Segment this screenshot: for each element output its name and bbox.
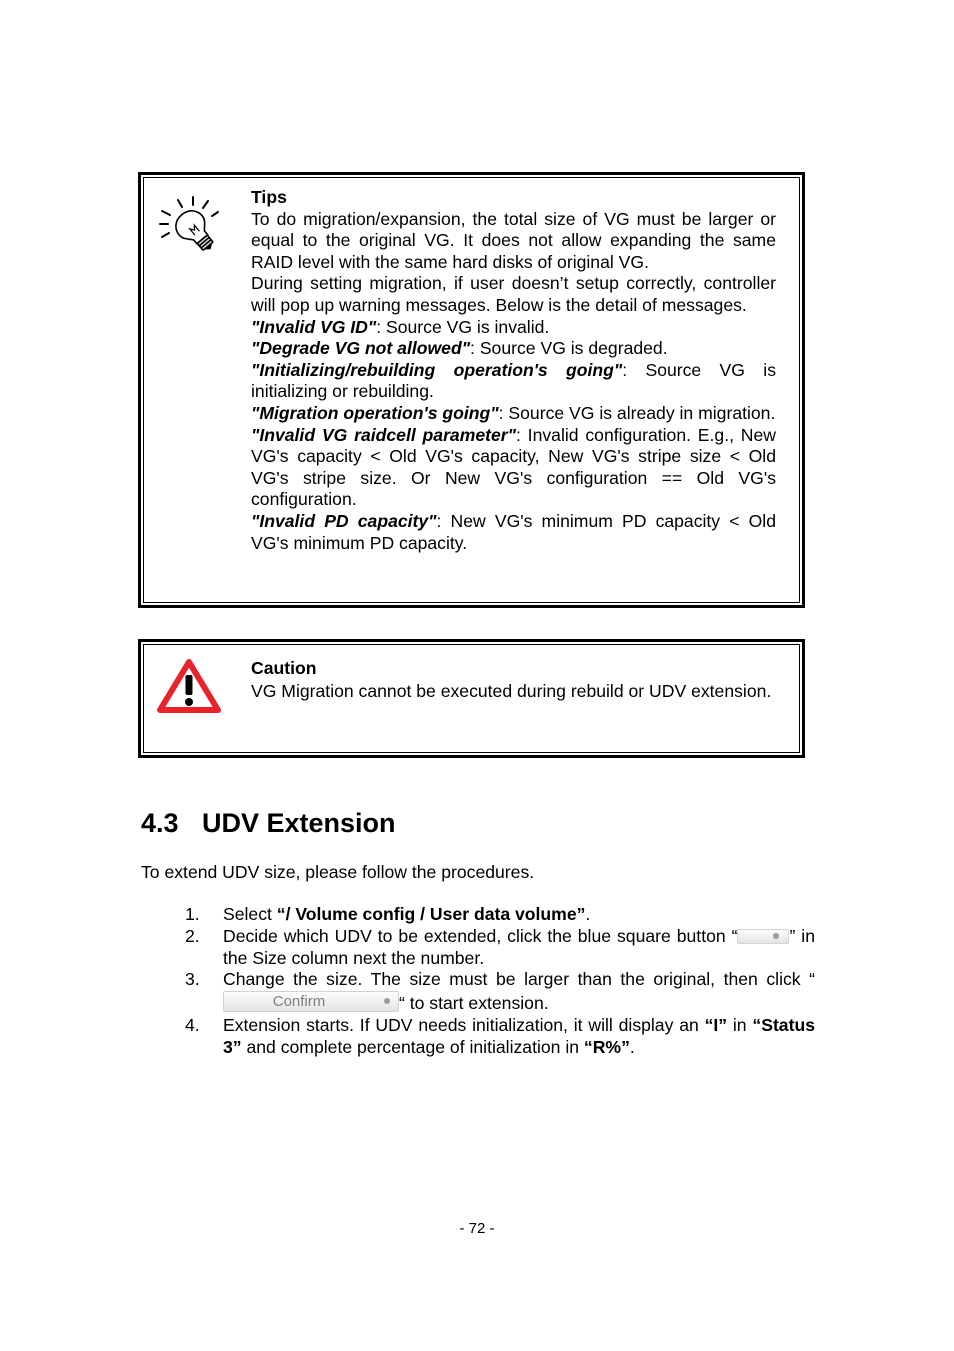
message-desc: : Source VG is invalid. [376, 316, 550, 337]
message-name: "Initializing/rebuilding operation's going" [251, 359, 623, 380]
message-name: "Migration operation's going" [251, 402, 499, 423]
step-text: Extension starts. If UDV needs initialization, it will display an [223, 1014, 705, 1035]
step-text: in [727, 1014, 753, 1035]
section-intro: To extend UDV size, please follow the procedures. [141, 862, 535, 882]
button-dot-icon [773, 933, 779, 939]
status-column: “Status 3” [223, 1014, 815, 1057]
step-item [185, 969, 815, 1015]
caution-title: Caution [251, 658, 317, 678]
steps-list [185, 904, 815, 1059]
tips-title: Tips [251, 187, 287, 207]
tips-message [251, 338, 776, 360]
step-item [185, 1015, 815, 1059]
caution-box-inner [143, 644, 800, 753]
step-number: 4. [185, 1014, 200, 1035]
warning-triangle-icon [156, 658, 222, 714]
section-heading [141, 804, 396, 842]
tips-box [138, 172, 805, 608]
tips-message [251, 511, 776, 554]
step-text: Decide which UDV to be extended, click the blue square button “ [223, 925, 738, 946]
step-item [185, 926, 815, 970]
message-name: "Degrade VG not allowed" [251, 338, 471, 359]
step-text: . [585, 904, 591, 924]
step-item [185, 904, 815, 926]
step-text: “ to start extension. [399, 993, 549, 1014]
status-indicator: “I” [704, 1014, 728, 1035]
tips-content [251, 187, 776, 554]
step-number: 1. [185, 904, 200, 924]
section-title: UDV Extension [202, 808, 396, 838]
tips-intro-2: During setting migration, if user doesn’t setup correctly, controller will pop up warning messages. Below is the detail of messages. [251, 273, 776, 315]
message-name: "Invalid VG ID" [251, 316, 377, 337]
caution-content [251, 657, 776, 702]
caution-text: VG Migration cannot be executed during rebuild or UDV extension. [251, 680, 772, 701]
confirm-button[interactable] [223, 991, 399, 1012]
menu-path: “/ Volume config / User data volume” [276, 904, 586, 924]
step-text: Change the size. The size must be larger than the original, then click “ [223, 969, 815, 990]
section-number: 4.3 [141, 808, 179, 838]
caution-box [138, 639, 805, 758]
message-desc: : Source VG is initializing or rebuilding. [251, 359, 776, 402]
tips-message [251, 425, 776, 511]
message-desc: : Source VG is already in migration. [498, 402, 776, 423]
step-text: ” in the Size column next the number. [223, 925, 815, 968]
tips-message [251, 403, 776, 425]
step-number: 2. [185, 925, 200, 946]
lightbulb-icon [156, 191, 222, 257]
percentage-indicator: “R%” [583, 1036, 630, 1057]
tips-box-inner [143, 177, 800, 603]
message-name: "Invalid VG raidcell parameter" [251, 424, 516, 445]
message-desc: : New VG's minimum PD capacity < Old VG's minimum PD capacity. [251, 510, 776, 553]
step-text: Select [223, 904, 277, 924]
message-desc: : Invalid configuration. E.g., New VG's capacity < Old VG's capacity, New VG's stripe size < Old VG's stripe size. Or New VG's configuration == Old VG's configuration. [251, 424, 776, 510]
tips-intro-1: To do migration/expansion, the total size of VG must be larger or equal to the original VG. It does not allow expanding the same RAID level with the same hard disks of original VG. [251, 208, 776, 272]
confirm-button-label: Confirm [272, 993, 326, 1011]
page-number: - 72 - [459, 1220, 495, 1237]
tips-message [251, 317, 776, 339]
tips-message [251, 360, 776, 403]
blue-square-button[interactable] [737, 929, 789, 944]
step-text: . [629, 1036, 635, 1057]
step-number: 3. [185, 969, 200, 990]
message-desc: : Source VG is degraded. [470, 338, 668, 359]
step-text: and complete percentage of initialization in [241, 1036, 584, 1057]
message-name: "Invalid PD capacity" [251, 510, 437, 531]
